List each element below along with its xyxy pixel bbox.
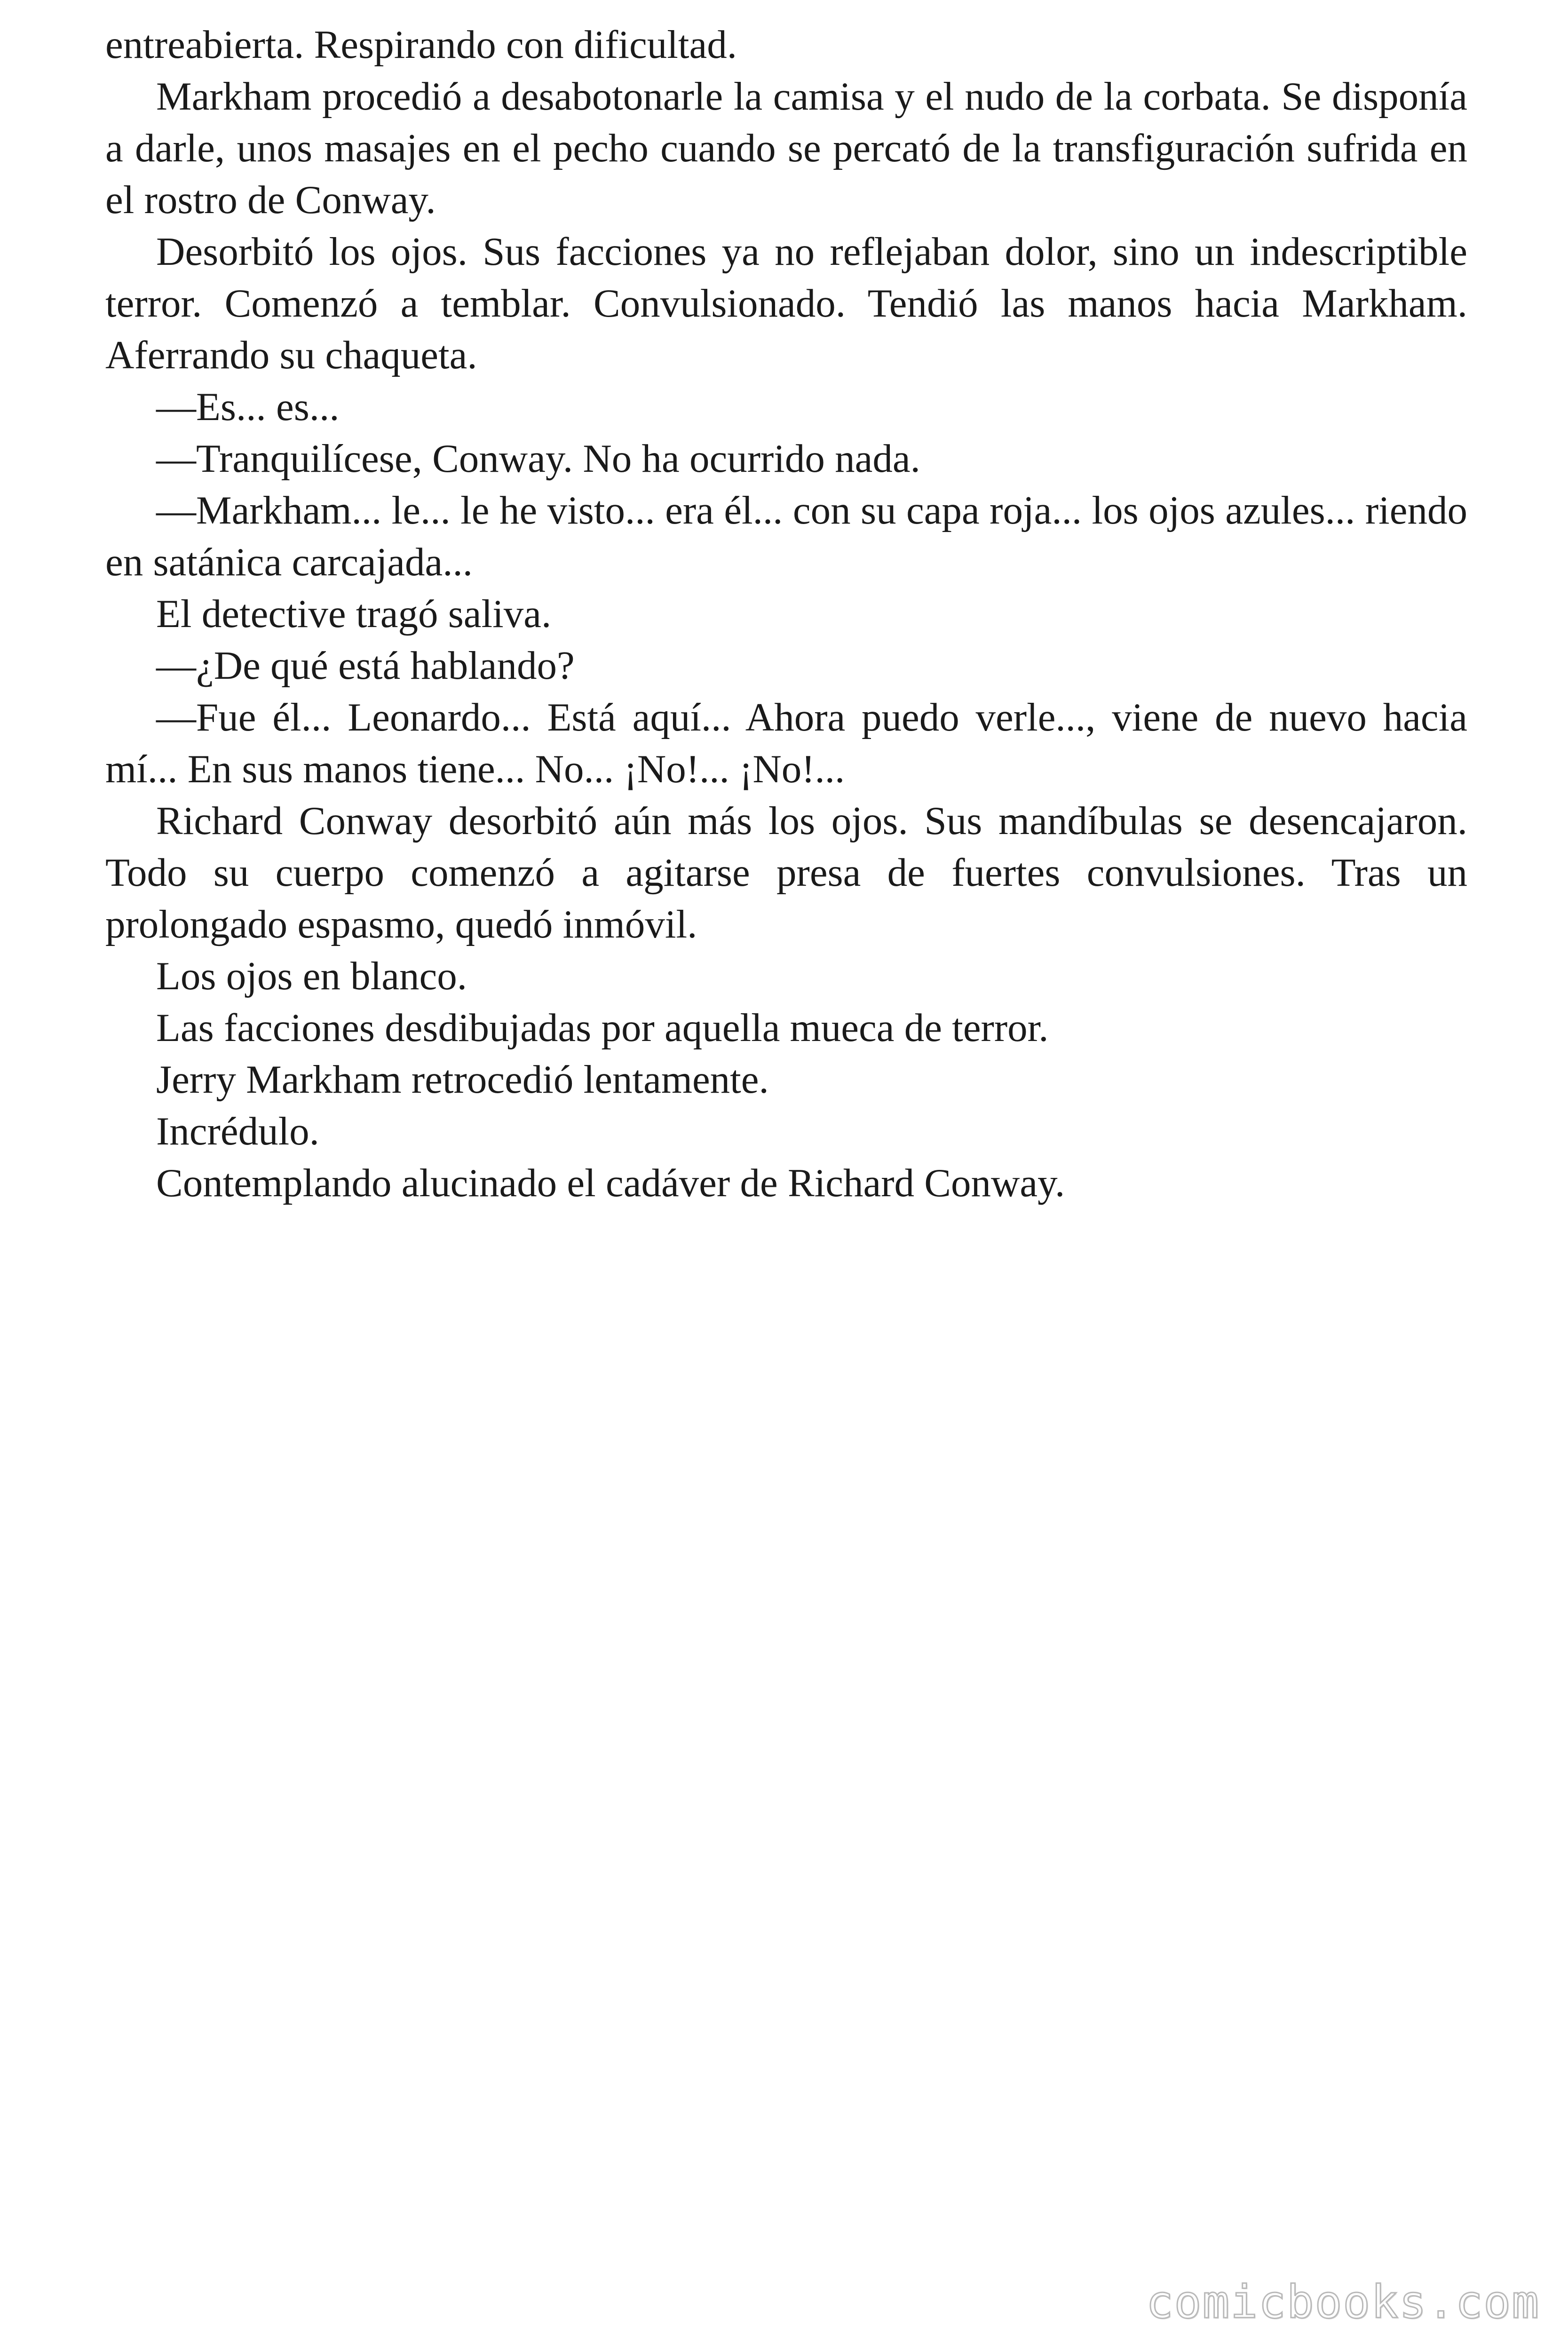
dialogue-line: —Fue él... Leonardo... Está aquí... Ahora puedo verle..., viene de nuevo hacia mí... En sus manos tiene... No... ¡No!... ¡No!... [105,695,1467,791]
paragraph-continuation: entreabierta. Respirando con dificultad. [105,23,737,67]
dialogue-line: —¿De qué está hablando? [156,644,575,688]
paragraph: El detective tragó saliva. [156,592,552,636]
watermark: comicbooks.com [1146,2276,1540,2328]
paragraph: Markham procedió a desabotonarle la camisa y el nudo de la corbata. Se disponía a darle, unos masajes en el pecho cuando se percató de la transfiguración sufrida en el rostro de Conway. [105,74,1467,222]
paragraph: Contemplando alucinado el cadáver de Richard Conway. [156,1161,1065,1205]
paragraph: Desorbitó los ojos. Sus facciones ya no reflejaban dolor, sino un indescriptible terror. Comenzó a temblar. Convulsionado. Tendió las manos hacia Markham. Aferrando su chaqueta. [105,230,1467,377]
paragraph: Richard Conway desorbitó aún más los ojos. Sus mandíbulas se desencajaron. Todo su cuerpo comenzó a agitarse presa de fuertes convulsiones. Tras un prolongado espasmo, quedó inmóvil. [105,799,1467,946]
dialogue-line: —Tranquilícese, Conway. No ha ocurrido nada. [156,437,920,481]
dialogue-line: —Es... es... [156,385,340,429]
paragraph: Jerry Markham retrocedió lentamente. [156,1057,769,1102]
paragraph: Incrédulo. [156,1109,319,1153]
book-page-text [105,19,1467,1209]
paragraph: Las facciones desdibujadas por aquella mueca de terror. [156,1006,1049,1050]
dialogue-line: —Markham... le... le he visto... era él... con su capa roja... los ojos azules... riendo en satánica carcajada... [105,488,1467,584]
paragraph: Los ojos en blanco. [156,954,467,998]
